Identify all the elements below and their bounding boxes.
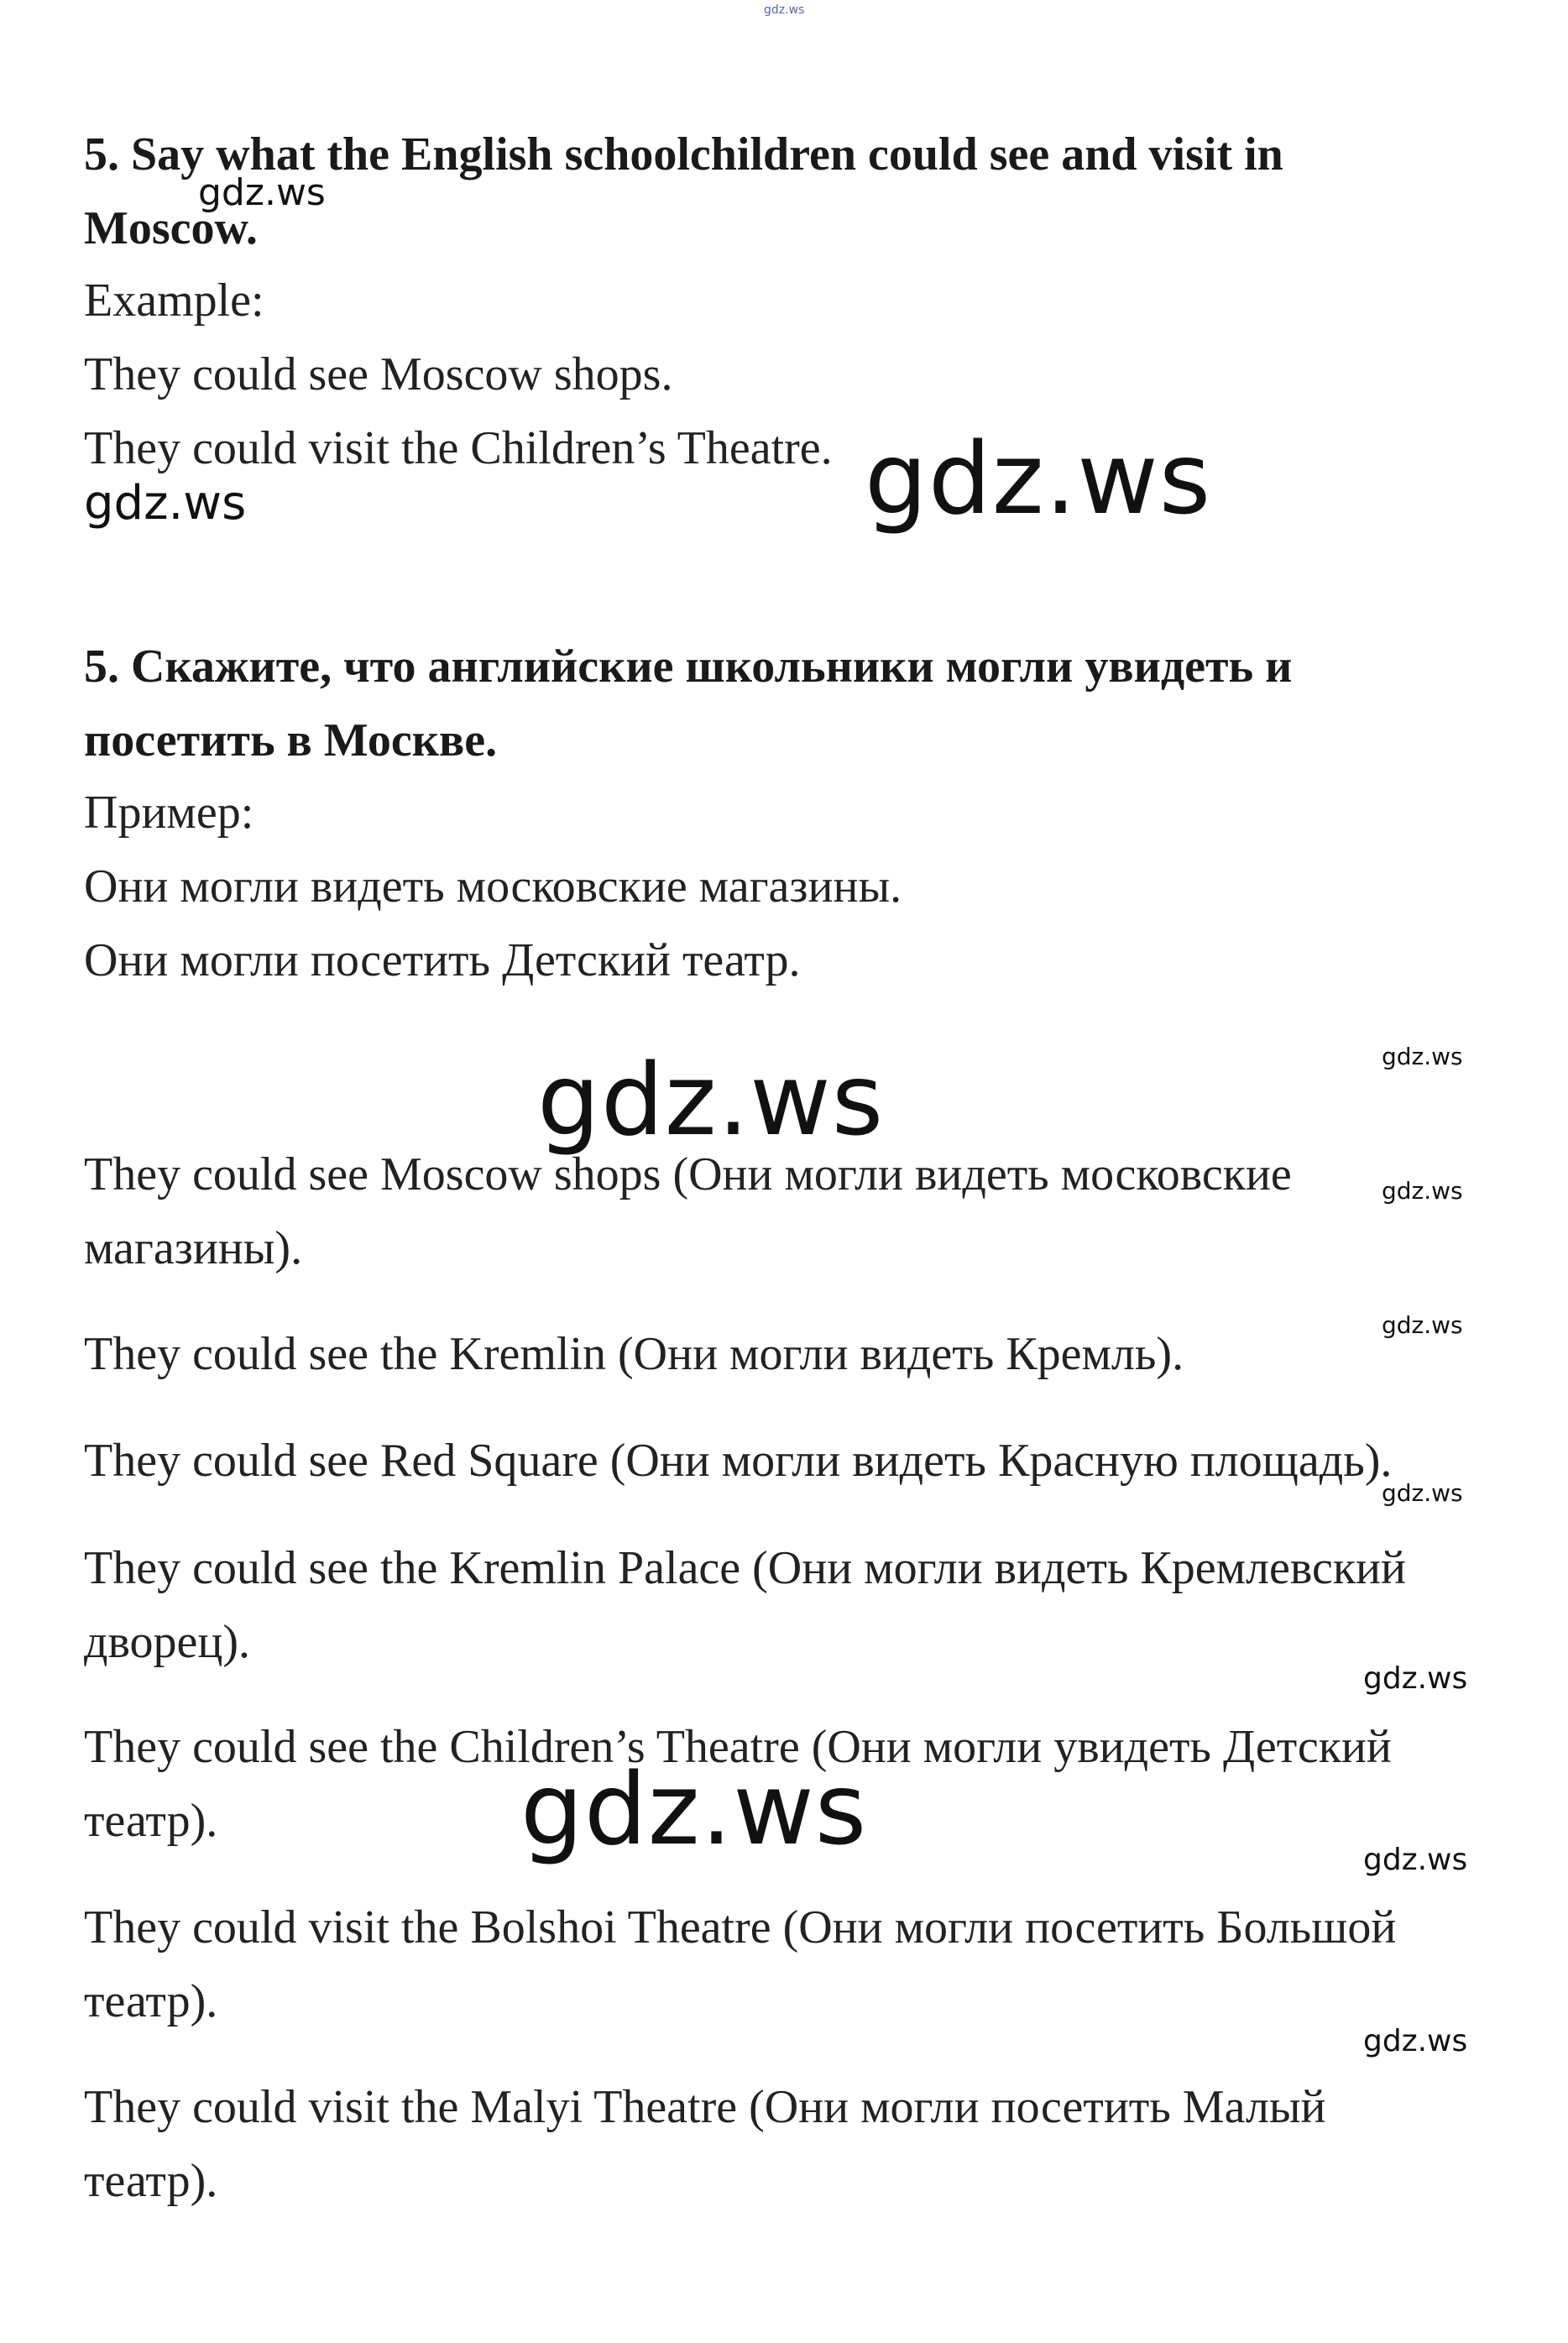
task-en-example-1: They could see Moscow shops. <box>84 348 673 400</box>
answer-6-line2: театр). <box>84 1975 218 2027</box>
watermark-right-6: gdz.ws <box>1363 1843 1468 1877</box>
answer-3-line1: They could see Red Square (Они могли видеть Красную площадь). <box>84 1435 1393 1487</box>
task-en-example-2: They could visit the Children’s Theatre. <box>84 422 833 474</box>
answer-4-line1: They could see the Kremlin Palace (Они могли видеть Кремлевский <box>84 1542 1406 1594</box>
task-ru-example-2: Они могли посетить Детский театр. <box>84 934 801 986</box>
task-ru-heading-line1: 5. Скажите, что английские школьники могли увидеть и <box>84 641 1293 693</box>
answer-6-line1: They could visit the Bolshoi Theatre (Они могли посетить Большой <box>84 1901 1397 1953</box>
watermark-right-2: gdz.ws <box>1382 1177 1463 1205</box>
answer-1-line2: магазины). <box>84 1222 303 1274</box>
task-en-heading-line1: 5. Say what the English schoolchildren could see and visit in <box>84 128 1283 180</box>
task-en-heading-line2: Moscow. <box>84 202 258 254</box>
answer-2-line1: They could see the Kremlin (Они могли видеть Кремль). <box>84 1328 1184 1380</box>
watermark-big-3: gdz.ws <box>520 1751 868 1867</box>
watermark-big-2: gdz.ws <box>537 1042 885 1158</box>
answer-1-line1: They could see Moscow shops (Они могли видеть московские <box>84 1148 1292 1200</box>
task-ru-heading-line2: посетить в Москве. <box>84 714 498 766</box>
watermark-right-3: gdz.ws <box>1382 1311 1463 1339</box>
task-en-example-label: Example: <box>84 275 264 327</box>
watermark-right-7: gdz.ws <box>1363 2024 1468 2058</box>
answer-7-line2: театр). <box>84 2155 218 2207</box>
answer-5-line1: They could see the Children’s Theatre (Они могли увидеть Детский <box>84 1721 1392 1773</box>
answer-5-line2: театр). <box>84 1795 218 1847</box>
watermark-right-1: gdz.ws <box>1382 1043 1463 1070</box>
watermark-heading: gdz.ws <box>198 171 326 214</box>
watermark-big-1: gdz.ws <box>865 421 1212 536</box>
answer-7-line1: They could visit the Malyi Theatre (Они могли посетить Малый <box>84 2081 1326 2133</box>
watermark-left: gdz.ws <box>84 476 247 531</box>
watermark-top: gdz.ws <box>764 3 805 17</box>
answer-4-line2: дворец). <box>84 1616 251 1668</box>
watermark-right-4: gdz.ws <box>1382 1479 1463 1507</box>
task-ru-example-label: Пример: <box>84 787 254 839</box>
watermark-right-5: gdz.ws <box>1363 1661 1468 1696</box>
task-ru-example-1: Они могли видеть московские магазины. <box>84 860 902 913</box>
